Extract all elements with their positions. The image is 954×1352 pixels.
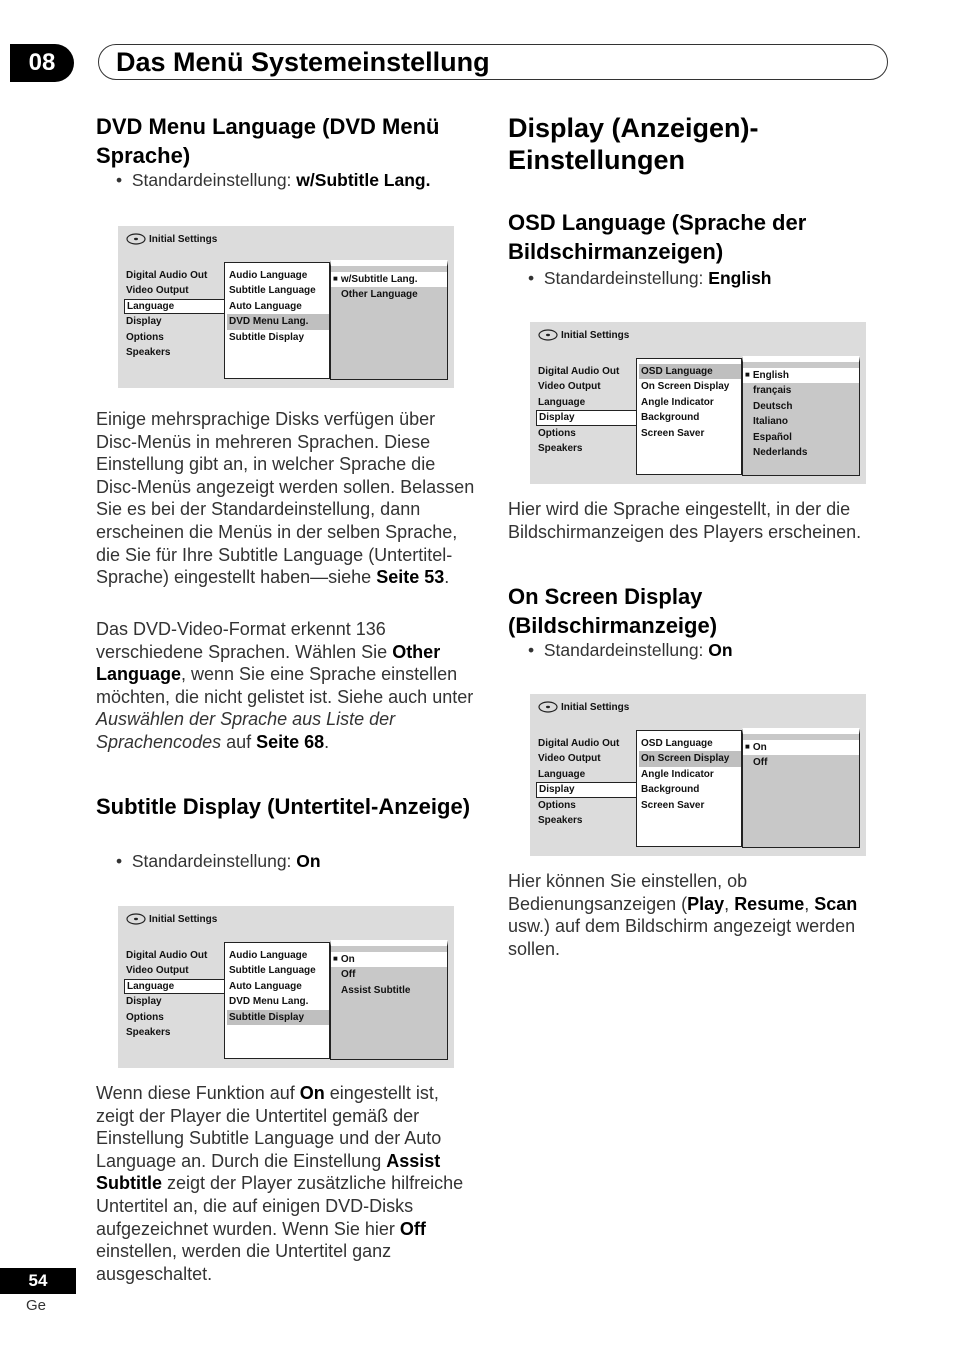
menu-column-main (538, 736, 638, 828)
default-value: On (296, 851, 321, 871)
menu-item[interactable]: Digital Audio Out (126, 950, 208, 961)
page-number: 54 (28, 1271, 48, 1290)
default-setting-dvd-menu: • Standardeinstellung: w/Subtitle Lang. (116, 170, 431, 190)
menu-item[interactable]: Display (126, 316, 162, 328)
option-item-selected[interactable]: ■ On (331, 952, 447, 967)
default-label: Standardeinstellung: (131, 170, 292, 190)
disc-icon (126, 233, 146, 245)
screen-title: Initial Settings (126, 233, 217, 245)
screen-title: Initial Settings (538, 329, 629, 341)
default-value: w/Subtitle Lang. (296, 170, 431, 190)
heading-osd-language: OSD Language (Sprache der Bildschirmanzeigen) (508, 210, 807, 264)
screen-on-screen-display (530, 694, 866, 856)
submenu-item-selected[interactable]: On Screen Display (639, 751, 741, 766)
submenu-item[interactable]: OSD Language (641, 738, 713, 749)
page-number-badge (0, 1268, 76, 1294)
submenu-panel (224, 942, 330, 1059)
disc-icon (126, 913, 146, 925)
submenu-item[interactable]: On Screen Display (641, 381, 730, 393)
option-item[interactable]: Nederlands (753, 446, 808, 458)
options-panel (330, 260, 448, 380)
default-label: Standardeinstellung: (131, 851, 292, 871)
default-value: English (708, 268, 772, 288)
paragraph-osd: Hier wird die Sprache eingestellt, in der die Bildschirmanzeigen des Players erscheinen. (508, 499, 862, 542)
menu-item[interactable]: Digital Audio Out (538, 738, 620, 749)
option-item[interactable]: Off (341, 969, 356, 981)
menu-item[interactable]: Speakers (538, 442, 583, 454)
options-panel (742, 356, 860, 476)
paragraph-dvd-menu-2: Das DVD-Video-Format erkennt 136 verschiedene Sprachen. Wählen Sie Other Language, wenn Sie eine Sprache einstellen möchten, die nicht gelistet ist. Siehe auch unter Auswählen der Sprache aus Liste der Sprachencodes auf Seite 68. (96, 619, 474, 752)
option-item-selected[interactable]: ■ English (743, 368, 859, 383)
menu-item[interactable]: Language (538, 396, 586, 408)
default-label: Standardeinstellung: (543, 640, 704, 660)
page-reference: Seite 53 (376, 567, 445, 588)
menu-column-main (126, 268, 226, 360)
submenu-panel (636, 358, 742, 475)
menu-column-main (126, 948, 226, 1040)
menu-item[interactable]: Options (538, 799, 576, 811)
option-item[interactable]: Assist Subtitle (341, 984, 411, 996)
submenu-item[interactable]: Auto Language (229, 980, 302, 992)
menu-item-selected[interactable]: Display (536, 410, 638, 425)
default-setting-osd: • Standardeinstellung: English (528, 268, 772, 288)
default-setting-on-screen: • Standardeinstellung: On (528, 640, 733, 660)
chapter-number-badge (10, 44, 74, 82)
screen-dvd-menu-language (118, 226, 454, 388)
submenu-item[interactable]: Subtitle Language (229, 965, 316, 977)
chapter-title: Das Menü Systemeinstellung (116, 47, 490, 77)
heading-display-settings: Display (Anzeigen)-Einstellungen (508, 113, 759, 175)
paragraph-dvd-menu-1: Einige mehrsprachige Disks verfügen über Disc-Menüs in mehreren Sprachen. Diese Einstellung gibt an, in welcher Sprache die Disc-Menüs angezeigt werden sollen. Belassen Sie es bei der Standardeinstellung, dann erscheinen die Menüs in der selben Sprache, die Sie für Ihre Subtitle Language (Untertitel-Sprache) eingestellt haben—siehe Seite 53. (96, 409, 475, 588)
default-value: On (708, 640, 733, 660)
submenu-item[interactable]: Angle Indicator (641, 768, 714, 780)
heading-on-screen-display: On Screen Display (Bildschirmanzeige) (508, 584, 718, 638)
menu-item[interactable]: Video Output (538, 753, 601, 765)
submenu-item[interactable]: Screen Saver (641, 799, 705, 811)
menu-item-selected[interactable]: Language (124, 979, 226, 994)
submenu-item[interactable]: Auto Language (229, 300, 302, 312)
option-item[interactable]: Deutsch (753, 400, 793, 412)
submenu-panel (224, 262, 330, 379)
submenu-item[interactable]: Subtitle Language (229, 285, 316, 297)
disc-icon (538, 329, 558, 341)
option-item[interactable]: Italiano (753, 416, 789, 428)
submenu-item[interactable]: Audio Language (229, 270, 308, 281)
option-item-selected[interactable]: ■ w/Subtitle Lang. (331, 272, 447, 287)
page-reference: Seite 68 (256, 731, 325, 752)
submenu-item[interactable]: Screen Saver (641, 427, 705, 439)
disc-icon (538, 701, 558, 713)
menu-item[interactable]: Options (126, 1011, 164, 1023)
menu-item[interactable]: Options (538, 427, 576, 439)
submenu-item[interactable]: Background (641, 412, 700, 424)
menu-item[interactable]: Options (126, 331, 164, 343)
menu-item[interactable]: Language (538, 768, 586, 780)
screen-title: Initial Settings (538, 701, 629, 713)
default-setting-subtitle-display: • Standardeinstellung: On (116, 851, 321, 871)
screen-osd-language (530, 322, 866, 484)
default-label: Standardeinstellung: (543, 268, 704, 288)
submenu-item[interactable]: Audio Language (229, 950, 308, 961)
option-item[interactable]: Other Language (341, 289, 418, 301)
chapter-number: 08 (28, 49, 56, 76)
menu-item[interactable]: Video Output (538, 381, 601, 393)
submenu-item[interactable]: DVD Menu Lang. (229, 996, 309, 1008)
option-item[interactable]: Off (753, 757, 768, 769)
option-item[interactable]: français (753, 385, 792, 397)
menu-item[interactable]: Video Output (126, 965, 189, 977)
menu-item[interactable]: Video Output (126, 285, 189, 297)
submenu-item[interactable]: Angle Indicator (641, 396, 714, 408)
submenu-panel (636, 730, 742, 847)
heading-subtitle-display: Subtitle Display (Untertitel-Anzeige) (96, 794, 471, 819)
submenu-item[interactable]: Background (641, 784, 700, 796)
submenu-item-selected[interactable]: OSD Language (639, 364, 741, 379)
menu-item[interactable]: Speakers (538, 814, 583, 826)
menu-item[interactable]: Display (126, 996, 162, 1008)
option-item[interactable]: Español (753, 431, 792, 443)
submenu-item-selected[interactable]: Subtitle Display (227, 1010, 329, 1025)
options-panel (330, 940, 448, 1060)
menu-item[interactable]: Speakers (126, 1026, 171, 1038)
screen-subtitle-display (118, 906, 454, 1068)
menu-item[interactable]: Digital Audio Out (538, 366, 620, 377)
menu-item[interactable]: Digital Audio Out (126, 270, 208, 281)
menu-item[interactable]: Speakers (126, 346, 171, 358)
menu-item-selected[interactable]: Language (124, 299, 226, 314)
options-panel (742, 728, 860, 848)
paragraph-subtitle-display: Wenn diese Funktion auf On eingestellt ist, zeigt der Player die Untertitel gemäß der Einstellung Subtitle Language und der Auto Language an. Durch die Einstellung Assist Subtitle zeigt der Player zusätzliche hilfreiche Untertitel an, die auf einigen DVD-Disks aufgezeichnet wurden. Wenn Sie hier Off einstellen, werden die Untertitel ganz ausgeschaltet. (96, 1083, 464, 1284)
paragraph-on-screen: Hier können Sie einstellen, ob Bedienungsanzeigen (Play, Resume, Scan usw.) auf dem Bildschirm angezeigt werden sollen. (508, 871, 858, 959)
page-language: Ge (26, 1297, 47, 1314)
option-item-selected[interactable]: ■ On (743, 740, 859, 755)
menu-column-main (538, 364, 638, 456)
menu-item-selected[interactable]: Display (536, 782, 638, 797)
screen-title: Initial Settings (126, 913, 217, 925)
submenu-item[interactable]: Subtitle Display (229, 331, 305, 343)
submenu-item-selected[interactable]: DVD Menu Lang. (227, 314, 329, 329)
heading-dvd-menu-language: DVD Menu Language (DVD Menü Sprache) (96, 114, 440, 168)
